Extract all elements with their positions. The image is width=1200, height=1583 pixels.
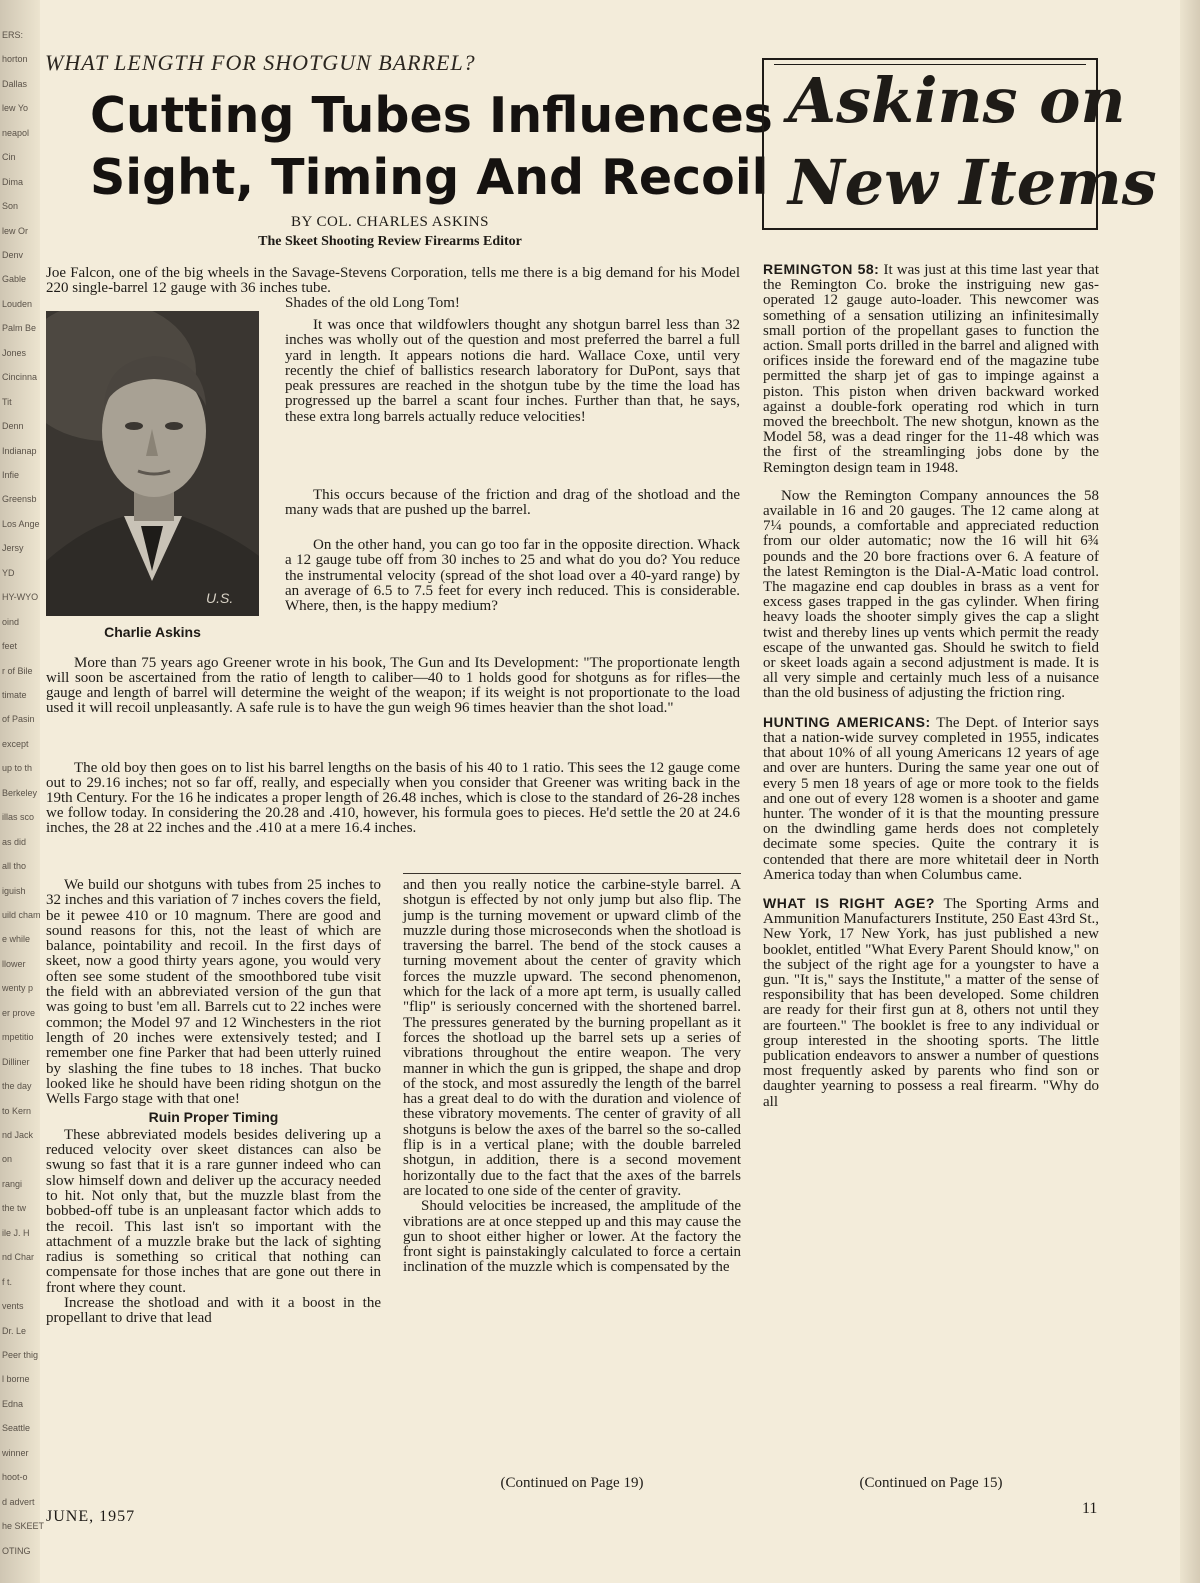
gutter-fragment: Denn — [2, 421, 24, 432]
item-text-age: The Sporting Arms and Ammunition Manufacturers Institute, 250 East 43rd St., New York, 17 New York, has just published a new booklet, entitled "What Every Parent Should know," on the subject of the right age for a youngster to have a gun. "It is," says the Institute," a matter of the sense of responsibility that has been developed. Some children are ready for their first gun at 8, others not until they are fourteen." The booklet is free to any individual or group interested in the shooting sports. The little publication endeavors to answer a number of questions most frequently asked by parents who find son or daughter yearning to possess a real firearm. "Why do all — [763, 895, 1100, 1110]
adjacent-page-gutter — [0, 0, 45, 1583]
gutter-fragment: to Kern — [2, 1105, 32, 1116]
gutter-fragment: horton — [2, 54, 28, 65]
byline-role: The Skeet Shooting Review Firearms Editor — [258, 234, 522, 249]
gutter-fragment: Cin — [2, 152, 16, 163]
continued-notice-sidebar: (Continued on Page 15) — [859, 1475, 1003, 1491]
gutter-fragment: Gable — [2, 274, 27, 285]
gutter-fragment: as did — [2, 836, 27, 847]
byline: BY COL. CHARLES ASKINS — [291, 214, 489, 230]
page-number: 11 — [1082, 1500, 1098, 1517]
item-text-hunting: The Dept. of Interior says that a nation-wide survey completed in 1955, indicates that about 10% of all young Americans 12 years of age and over are hunters. During the same year one out of every 5 men 18 years of age or more took to the fields and one out of every 128 women is a shooter and game hunter. The wonder of it is that the mounting pressure on the dwindling game herds does not completely decimate some species. Quite the contrary it is contended that there are more whitetail deer in North America today than when Columbus came. — [763, 714, 1099, 883]
gutter-fragment: lew Or — [2, 225, 29, 236]
gutter-fragment: timate — [2, 690, 27, 700]
item-lead-age: WHAT IS RIGHT AGE? — [763, 894, 935, 911]
gutter-fragment: except — [2, 738, 29, 749]
gutter-fragment: ERS: — [2, 30, 24, 40]
intro-paragraph: Joe Falcon, one of the big wheels in the Savage-Stevens Corporation, tells me there is a big demand for his Model 220 single-barrel 12 gauge with 36 inches tube. — [46, 265, 740, 296]
gutter-fragment: rangi — [2, 1178, 23, 1189]
gutter-fragment: ile J. H — [2, 1227, 30, 1238]
headline-line-2: Sight, Timing And Recoil — [90, 149, 769, 206]
gutter-fragment: Peer thig — [2, 1350, 39, 1360]
gutter-fragment: Palm Be — [2, 323, 37, 334]
gutter-fragment: iguish — [2, 885, 26, 896]
gutter-fragment: Cincinna — [2, 372, 38, 383]
issue-date: JUNE, 1957 — [46, 1508, 136, 1525]
gutter-fragment: Seattle — [2, 1423, 31, 1434]
gutter-fragment: winner — [2, 1447, 29, 1458]
gutter-fragment: OTING — [2, 1545, 31, 1556]
sidebar-title-line-2: New Items — [788, 146, 1157, 219]
gutter-fragment: l borne — [2, 1374, 30, 1385]
article-headline — [90, 85, 773, 209]
svg-text:U.S.: U.S. — [206, 590, 234, 606]
gutter-fragment: er prove — [2, 1007, 36, 1018]
gutter-fragment: neapol — [2, 127, 30, 138]
item-right-age — [763, 896, 1099, 1110]
gutter-fragment: Jones — [2, 347, 27, 358]
paragraph-wildfowlers: It was once that wildfowlers thought any shotgun barrel less than 32 inches was wholly out of the question and most preferred the barrel a full yard in length. It appears notions die hard. Wallace Coxe, until very recently the chief of ballistics research laboratory for DuPont, says that peak pressures are reached in the shotgun tube by the time the load has progressed up the barrel a scant four inches. Further than that, he says, these extra long barrels actually reduce velocities! — [285, 317, 740, 425]
sidebar-title-box — [762, 58, 1157, 230]
paragraph-barrel-lengths: The old boy then goes on to list his barrel lengths on the basis of his 40 to 1 ratio. This sees the 12 gauge come out to 29.16 inches; not so far off, really, and especially when you consider that Greener was writing back in the 19th Century. For the 16 he indicates a proper length of 26.48 inches, which is close to the standard of 26-28 inches we follow today. In considering the 20.28 and .410, however, his formula goes to pieces. He'd settle the 20 at 24.6 inches, the 28 at 22 inches and the .410 at a mere 16.4 inches. — [46, 760, 740, 836]
gutter-fragment: Louden — [2, 298, 33, 309]
headline-line-1: Cutting Tubes Influences — [90, 87, 773, 144]
gutter-fragment: illas sco — [2, 812, 35, 823]
gutter-fragment: Indianap — [2, 445, 37, 456]
paragraph-carbine-style: and then you really notice the carbine-style barrel. A shotgun is effected by not only jump but also flip. The jump is the turning movement or upward climb of the muzzle during those microseconds when the shotload is traversing the barrel. The bend of the stock causes a turning movement about the center of gravity which forces the muzzle upward. The second phenomenon, which for the lack of a more apt term, is usually called "flip" is seriously concerned with the shortened barrel. The pressures generated by the burning propellant as it forces the shotload up the barrel sets up a series of vibrations throughout the entire weapon. The very manner in which the gun is gripped, the shape and drop of the stock, and most assuredly the length of the barrel has a great deal to do with the duration and violence of these vibratory movements. The center of gravity of all shotguns is below the axes of the barrel so the so-called flip is in a vertical plane; with the double barreled shotgun, in addition, there is a second movement horizontally due to the fact that the axes of the barrels are located to one side of the center of gravity. — [403, 877, 741, 1199]
author-photo — [46, 311, 259, 616]
gutter-fragment: f t. — [2, 1276, 13, 1287]
gutter-fragment: Tit — [2, 396, 12, 407]
gutter-fragment: Greensb — [2, 494, 37, 505]
gutter-fragment: he SKEET — [2, 1521, 45, 1532]
item-remington-58 — [763, 262, 1099, 476]
paragraph-abbreviated: These abbreviated models besides delivering up a reduced velocity over skeet distances can also be swung so fast that it is a rare gunner indeed who can slow himself down and deliver up the accuracy needed to hit. Not only that, but the muzzle blast from the bobbed-off tube is an unpleasant factor which adds to the recoil. This last isn't so important with the attachment of a muzzle brake but the lack of sighting radius is something so critical that nothing can compensate for those inches that are gone out there in front where they count. — [46, 1126, 381, 1296]
gutter-fragment: Jersy — [2, 543, 24, 554]
gutter-fragment: Dilliner — [2, 1056, 30, 1067]
gutter-fragment: lew Yo — [2, 103, 29, 114]
article-kicker: WHAT LENGTH FOR SHOTGUN BARREL? — [45, 50, 476, 75]
item-remington-58-cont: Now the Remington Company announces the 58 available in 16 and 20 gauges. The 12 came along at 7¼ pounds, a comfortable and appreciated reduction from our older automatic; now the 16 will hit 6¾ pounds and the 20 bore fractions over 6. A feature of the latest Remington is the Dial-A-Matic load control. The magazine end cap doubles in brass as a vent for excess gases trapped in the gas cylinder. When firing heavy loads the shooter simply gives the cap a slight twist and thereby lines up vents which permit the ready escape of the unwanted gas. Should he switch to field or skeet loads again a second adjustment is made. It is all very simple and certainly much less of a nuisance than the old business of adjusting the friction ring. — [763, 487, 1099, 702]
gutter-fragment: Berkeley — [2, 787, 38, 798]
intro-tail: Shades of the old Long Tom! — [285, 295, 460, 311]
gutter-fragment: Son — [2, 201, 19, 212]
article-column-left — [46, 878, 381, 1327]
gutter-fragment: Dima — [2, 176, 24, 187]
gutter-fragment: up to th — [2, 763, 33, 774]
paragraph-other-hand: On the other hand, you can go too far in the opposite direction. Whack a 12 gauge tube off from 30 inches to 25 and what do you do? You reduce the instrumental velocity (spread of the shot load over a 40-yard range) by an average of 6.5 to 7.5 feet for every inch reduced. This is considerable. Where, then, is the happy medium? — [285, 537, 740, 615]
column-rule — [403, 873, 741, 874]
photo-caption: Charlie Askins — [104, 624, 201, 640]
gutter-fragment: all tho — [2, 861, 27, 872]
sidebar-column — [763, 262, 1099, 1123]
gutter-fragment: Dallas — [2, 78, 28, 89]
gutter-fragment: wenty p — [2, 983, 34, 994]
gutter-fragment: oind — [2, 616, 20, 627]
portrait-illustration — [46, 311, 259, 616]
gutter-fragment: hoot-o — [2, 1472, 28, 1483]
item-hunting-americans — [763, 715, 1099, 883]
gutter-fragment: r of Bile — [2, 665, 33, 676]
gutter-fragment: the tw — [2, 1203, 27, 1214]
continued-notice-article: (Continued on Page 19) — [500, 1475, 644, 1491]
gutter-fragment: Denv — [2, 250, 24, 260]
item-lead-hunting: HUNTING AMERICANS: — [763, 713, 931, 730]
gutter-fragment: nd Char — [2, 1252, 35, 1263]
gutter-fragment: on — [2, 1154, 13, 1165]
gutter-fragment: vents — [2, 1301, 24, 1312]
gutter-fragment: uild cham — [2, 910, 41, 920]
gutter-fragment: Infie — [2, 470, 20, 480]
gutter-fragment: YD — [2, 567, 15, 578]
gutter-fragment: e while — [2, 934, 31, 945]
paragraph-velocities: Should velocities be increased, the amplitude of the vibrations are at once stepped up and this may cause the gun to shoot either higher or lower. At the factory the front sight is painstakingly calculated to force a certain inclination of the muzzle which is compensated by the — [403, 1198, 741, 1276]
paragraph-greener: More than 75 years ago Greener wrote in his book, The Gun and Its Development: "The proportionate length will soon be ascertained from the ratio of length to caliber—40 to 1 holds good for shotguns as for rifles—the gauge and length of barrel will determine the weight of the weapon; if its weight is not proportionate to the load used it will recoil unpleasantly. A safe rule is to have the gun weigh 96 times heavier than the shot load." — [46, 655, 740, 716]
paragraph-increase-shotload: Increase the shotload and with it a boost in the propellant to drive that lead — [46, 1295, 381, 1327]
item-lead-remington: REMINGTON 58: — [763, 261, 880, 277]
sidebar-title-line-1: Askins on — [788, 64, 1126, 137]
gutter-fragment: nd Jack — [2, 1130, 34, 1140]
item-text-remington: It was just at this time last year that the Remington Co. broke the instriguing new gas-operated 12 gauge auto-loader. This newcomer was something of a sensation utilizing an infinitesimally small portion of the propellant gases to function the action. Small ports drilled in the barrel and aligned with orifices inside the foreward end of the magazine tube permitted the sharp jet of gas to impinge against a piston. This piston when driven backward worked against a double-fork operating rod which in turn moved the breechbolt. The new shotgun, known as the Model 58, was a dead ringer for the 11-48 which was the first of the streamlinging jobs done by the Remington design team in 1948. — [763, 262, 1099, 476]
subheading: Ruin Proper Timing — [148, 1109, 279, 1126]
gutter-fragment: feet — [2, 641, 18, 652]
gutter-fragment: Los Ange — [2, 518, 40, 529]
paragraph-friction: This occurs because of the friction and drag of the shotload and the many wads that are pushed up the barrel. — [285, 487, 740, 519]
gutter-fragment: d advert — [2, 1496, 35, 1507]
gutter-fragment: of Pasin — [2, 714, 35, 725]
gutter-fragment: the day — [2, 1081, 32, 1092]
article-column-right — [403, 878, 741, 1276]
gutter-fragment: llower — [2, 958, 26, 969]
gutter-fragment: Dr. Le — [2, 1325, 27, 1336]
right-page-edge — [1180, 0, 1200, 1583]
paragraph-tubes: We build our shotguns with tubes from 25 inches to 32 inches and this variation of 7 inches covers the field, be it pewee 410 or 10 magnum. There are good and sound reasons for this, not the least of which are balance, pointability and recoil. In the first days of skeet, now a good thirty years agone, you would very often see some student of the smoothbored tube visit the field with an abbreviated version of the gun that was going to bust 'em all. Barrels cut to 22 inches were common; the Model 97 and 12 Winchesters in the riot length of 20 inches were extensively tested; and I remember one fine Parker that had been utterly ruined by slashing the fine tubes to 18 inches. That bucko looked like he should have been riding shotgun on the Wells Fargo stage with that one! — [46, 877, 381, 1108]
gutter-fragment: Edna — [2, 1398, 24, 1409]
gutter-fragment: HY-WYO — [2, 592, 39, 603]
gutter-fragment: mpetitio — [2, 1032, 34, 1043]
